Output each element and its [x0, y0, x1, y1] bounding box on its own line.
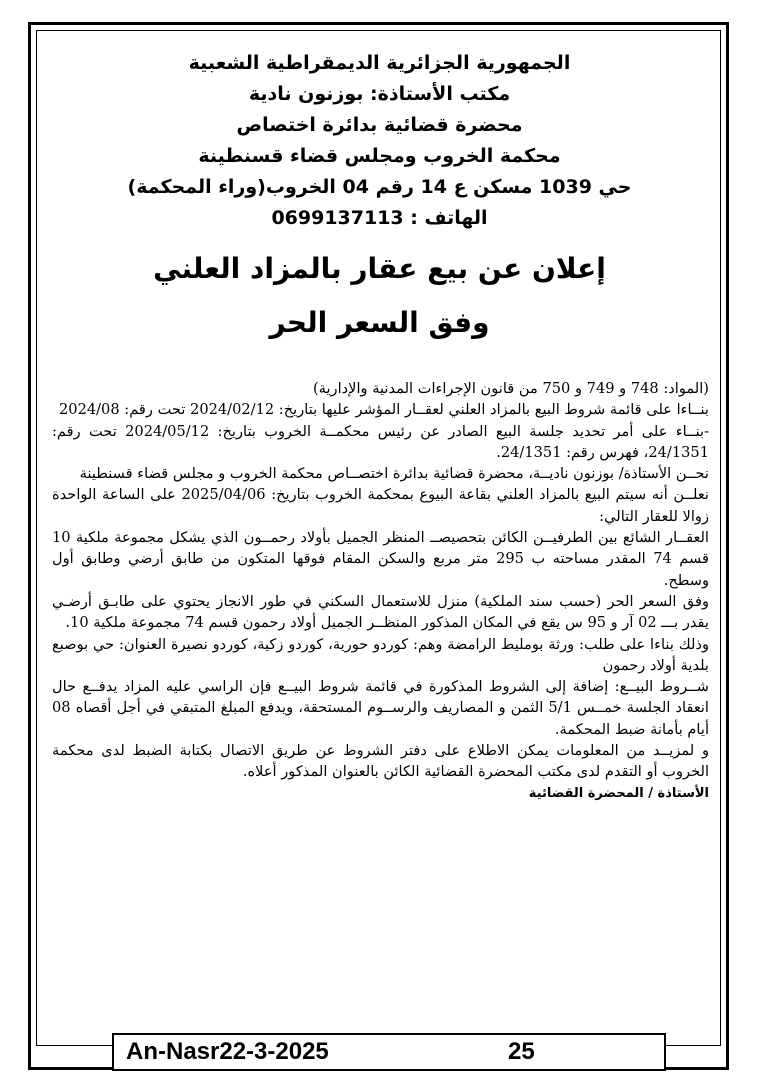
- legal-articles: (المواد: 748 و 749 و 750 من قانون الإجراءات المدنية والإدارية): [312, 380, 709, 397]
- header-court: محكمة الخروب ومجلس قضاء قسنطينة: [198, 145, 561, 167]
- header-office: مكتب الأستاذة: بوزنون نادية: [248, 83, 511, 105]
- more-information: و لمزيــد من المعلومات يمكن الاطلاع على دفتر الشروط عن طريق الاتصال بكتابة الضبط لدى محكمة الخروب أو التقدم لدى مكتب المحضرة القضائية الكائن بالعنوان المذكور أعلاه.: [52, 742, 709, 781]
- header-role: محضرة قضائية بدائرة اختصاص: [236, 114, 523, 136]
- publication-name-date: An-Nasr22-3-2025: [126, 1038, 329, 1065]
- header-phone: الهاتف : 0699137113: [271, 207, 488, 229]
- announcement-title: إعلان عن بيع عقار بالمزاد العلني: [153, 252, 606, 285]
- header-country: الجمهورية الجزائرية الديمقراطية الشعبية: [188, 52, 571, 74]
- requesting-parties: وذلك بناءا على طلب: ورثة بومليط الرامضة وهم: كوردو حورية، كوردو زكية، كوردو نصيرة العنوان: حي بوصبع بلدية أولاد رحمون: [52, 635, 709, 674]
- announcement-header: [60, 48, 699, 234]
- free-price-description: وفق السعر الحر (حسب سند الملكية) منزل للاستعمال السكني في طور الانجاز يحتوي على طابـق أرضـي يقدر بـــ 02 آر و 95 س يقع في المكان المذكور المنظــر الجميل أولاد رحمون قسم 74 مجموعة ملكية 10.: [52, 592, 709, 632]
- header-address: حي 1039 مسكن ع 14 رقم 04 الخروب(وراء المحكمة): [127, 176, 632, 198]
- bailiff-statement: نحــن الأستاذة/ بوزنون ناديــة، محضرة قضائية بدائرة اختصــاص محكمة الخروب و مجلس قضاء قسنطينة: [79, 465, 709, 483]
- sale-date-notice: نعلــن أنه سيتم البيع بالمزاد العلني بقاعة البيوع بمحكمة الخروب بتاريخ: 2025/04/06 على الساعة الواحدة زوالا للعقار التالي:: [52, 486, 709, 525]
- sale-conditions: شــروط البيــع: إضافة إلى الشروط المذكورة في قائمة شروط البيــع فإن الراسي عليه المزاد يدفــع حال انعقاد الجلسة خمــس 5/1 الثمن و المصاريف والرســوم المستحقة، ويدفع المبلغ المتبقي في أجل أقصاه 08 أيام بأمانة ضبط المحكمة.: [52, 678, 709, 738]
- announcement-body: [52, 378, 709, 804]
- property-description: العقــار الشائع بين الطرفيــن الكائن بتحصيصــ المنظر الجميل بأولاد رحمــون الذي يشكل مجموعة ملكية 10 قسم 74 المقدر مساحته ب 295 متر مربع والسكن المقام فوقها المتكون من طابق أرضي وطابق أول وسطح.: [52, 529, 709, 589]
- page-number: 25: [508, 1038, 535, 1065]
- announcement-subtitle: وفق السعر الحر: [269, 306, 490, 339]
- conditions-list-reference: بنــاءا على قائمة شروط البيع بالمزاد العلني لعقــار المؤشر عليها بتاريخ: 2024/02/12 تحت رقم: 2024/08: [59, 401, 709, 419]
- signature: الأستاذة / المحضرة القضائية: [528, 785, 709, 801]
- session-order-reference: -بنــاء على أمر تحديد جلسة البيع الصادر عن رئيس محكمــة الخروب بتاريخ: 2024/05/12 تحت رقم: 24/1351، فهرس رقم: 24/1351.: [52, 422, 709, 461]
- footer-bar: [112, 1033, 666, 1071]
